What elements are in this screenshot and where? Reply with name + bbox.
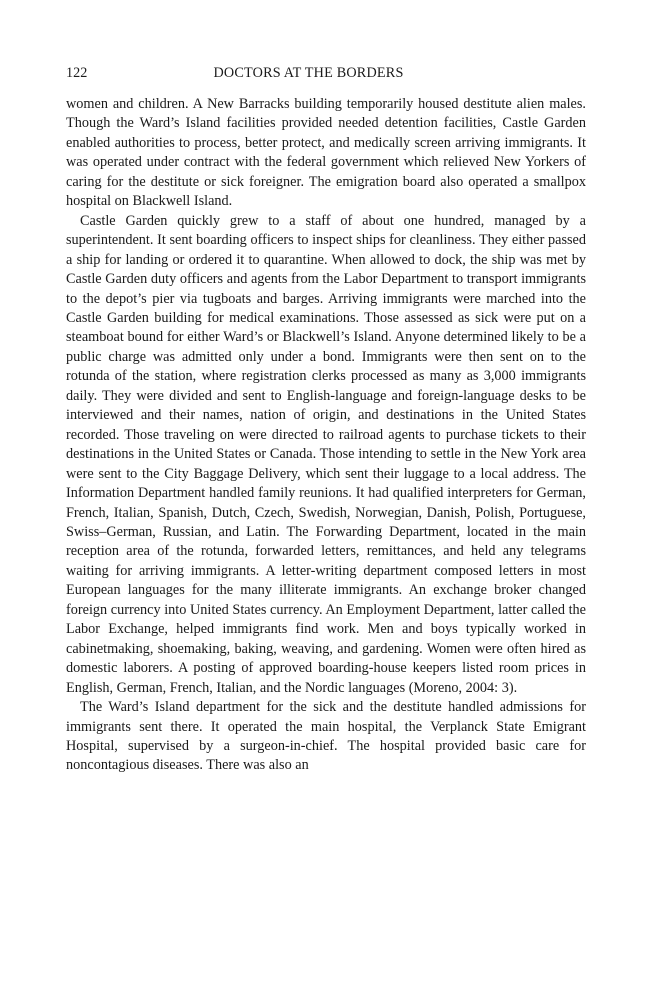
running-head — [66, 63, 586, 83]
paragraph-castle-garden: Castle Garden quickly grew to a staff of about one hundred, managed by a superintendent. It sent boarding officers to inspect ships for cleanliness. They either passed a ship for landing or ordered it to quarantine. When allowed to dock, the ship was met by Castle Garden duty officers and agents from the Labor Department to transport immigrants to the depot’s pier via tugboats and barges. Arriving immigrants were marched into the Castle Garden building for medical examinations. Those assessed as sick were put on a steamboat bound for either Ward’s or Blackwell’s Island. Anyone determined likely to be a public charge was admitted only under a bond. Immigrants were then sent on to the rotunda of the station, where registration clerks processed as many as 3,000 immigrants daily. They were divided and sent to English-language and foreign-language desks to be interviewed and their names, nation of origin, and destinations in the United States recorded. Those traveling on were directed to railroad agents to purchase tickets to their destinations in the United States or Canada. Those intending to settle in the New York area were sent to the City Baggage Delivery, which sent their luggage to a local address. The Information Department handled family reunions. It had qualified interpreters for German, French, Italian, Spanish, Dutch, Czech, Swedish, Norwegian, Danish, Polish, Portuguese, Swiss–German, Russian, and Latin. The Forwarding Department, located in the main reception area of the rotunda, forwarded letters, remittances, and held any telegrams waiting for arriving immigrants. A letter-writing department composed letters in most European languages for the many illiterate immigrants. An exchange broker changed foreign currency into United States currency. An Employment Department, latter called the Labor Exchange, helped immigrants find work. Men and boys typically worked in cabinetmaking, shoemaking, baking, weaving, and gardening. Women were often hired as domestic laborers. A posting of approved boarding-house keepers listed room prices in English, German, French, Italian, and the Nordic languages (Moreno, 2004: 3). — [66, 212, 586, 696]
running-title: DOCTORS AT THE BORDERS — [213, 65, 404, 81]
paragraph-wards-island: The Ward’s Island department for the sick and the destitute handled admissions for immigrants sent there. It operated the main hospital, the Verplanck State Emigrant Hospital, supervised by a surgeon-in-chief. The hospital provided basic care for noncontagious diseases. There was also an — [66, 699, 586, 774]
book-page — [66, 0, 586, 981]
paragraph-continued: women and children. A New Barracks building temporarily housed destitute alien males. Though the Ward’s Island facilities provided needed detention facilities, Castle Garden enabled authorities to process, better protect, and medically screen arriving immigrants. It was operated under contract with the federal government which relieved New Yorkers of caring for the destitute or sick foreigner. The emigration board also operated a smallpox hospital on Blackwell Island. — [66, 96, 586, 210]
page-number: 122 — [66, 65, 88, 81]
body-text — [66, 95, 586, 776]
